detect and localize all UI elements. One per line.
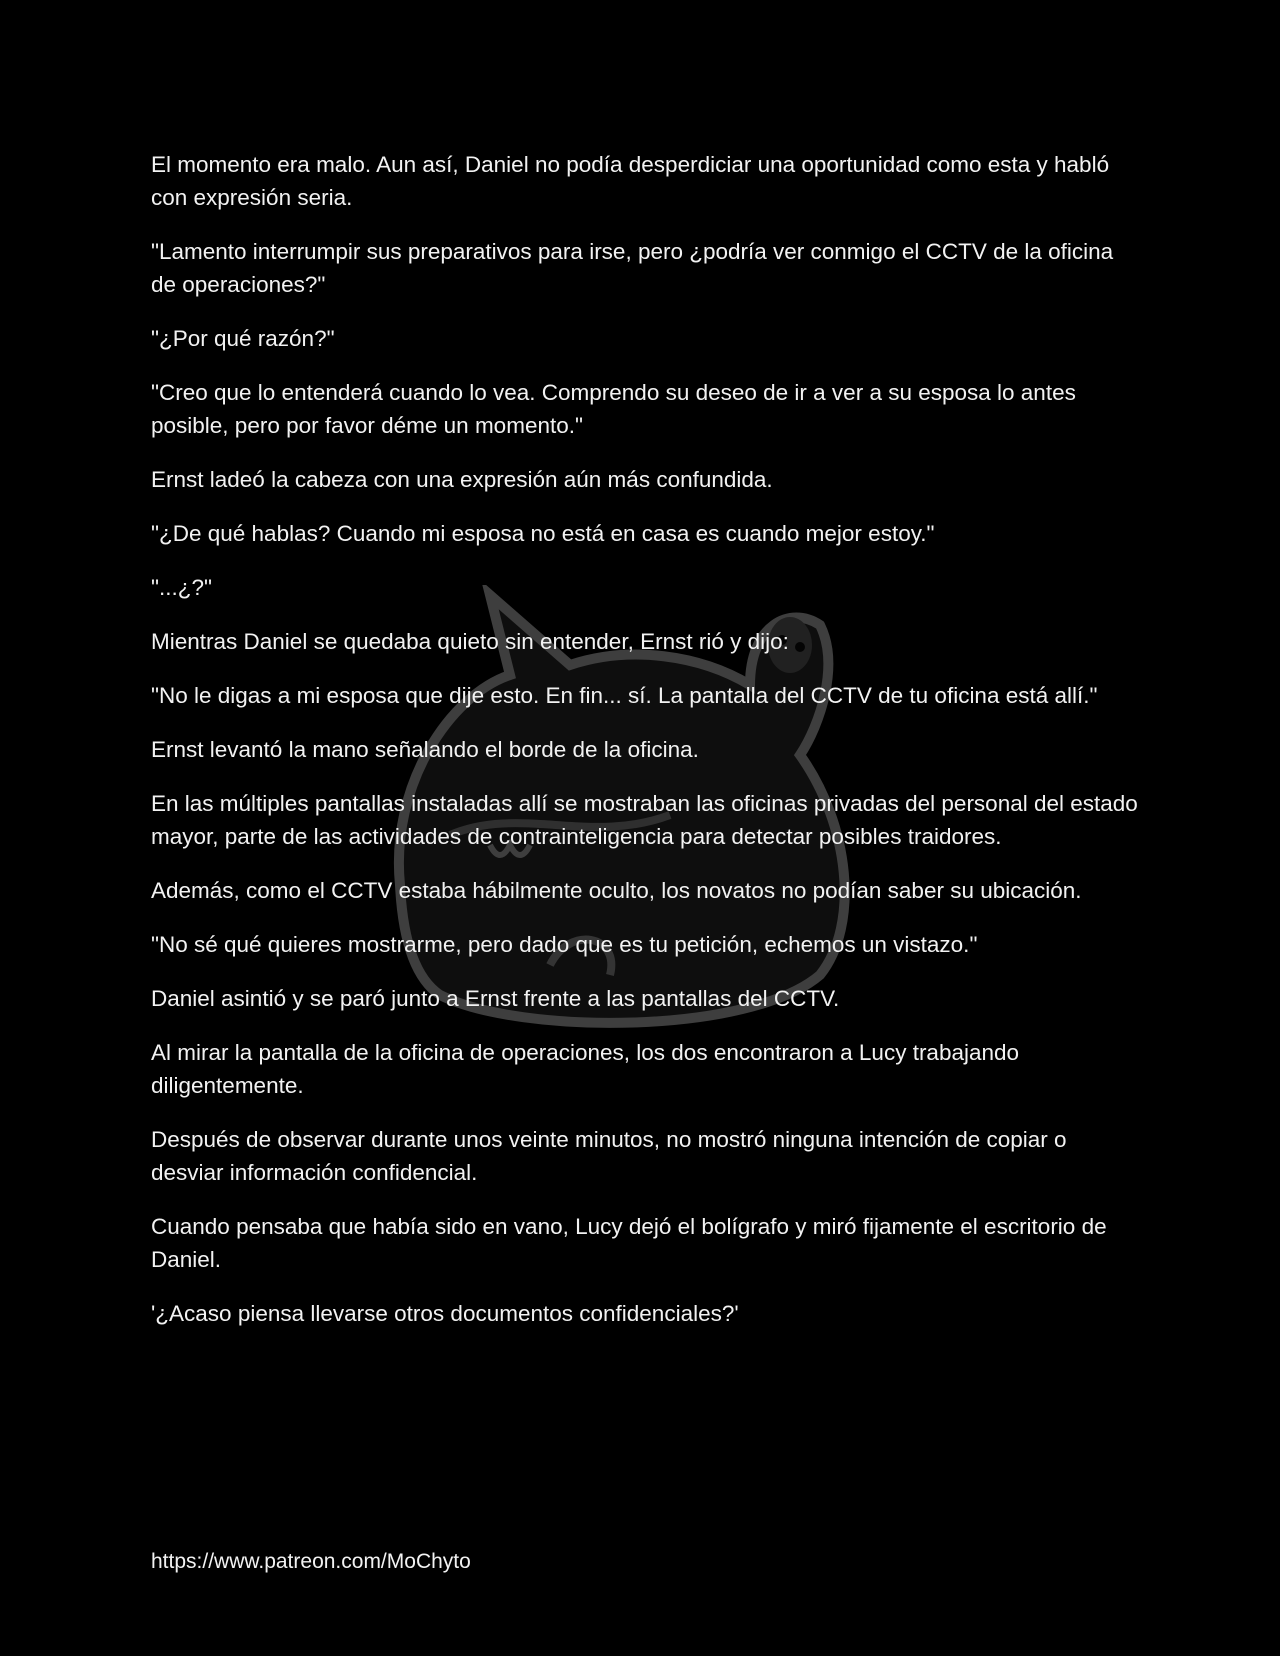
paragraph: Al mirar la pantalla de la oficina de operaciones, los dos encontraron a Lucy trabajando diligentemente. [151, 1040, 1020, 1098]
paragraph: "No sé qué quieres mostrarme, pero dado que es tu petición, echemos un vistazo." [151, 932, 978, 957]
paragraph: Ernst ladeó la cabeza con una expresión aún más confundida. [151, 467, 773, 492]
paragraph: Mientras Daniel se quedaba quieto sin entender, Ernst rió y dijo: [151, 629, 789, 654]
paragraph: Después de observar durante unos veinte minutos, no mostró ninguna intención de copiar o desviar información confidencial. [151, 1127, 1067, 1185]
paragraph: "¿Por qué razón?" [151, 326, 335, 351]
chapter-text [151, 148, 1141, 1351]
paragraph: "...¿?" [151, 575, 212, 600]
paragraph: Ernst levantó la mano señalando el borde de la oficina. [151, 737, 699, 762]
paragraph: El momento era malo. Aun así, Daniel no podía desperdiciar una oportunidad como esta y habló con expresión seria. [151, 152, 1110, 210]
paragraph: Cuando pensaba que había sido en vano, Lucy dejó el bolígrafo y miró fijamente el escritorio de Daniel. [151, 1214, 1107, 1272]
paragraph: "No le digas a mi esposa que dije esto. En fin... sí. La pantalla del CCTV de tu oficina está allí." [151, 683, 1098, 708]
paragraph: "Creo que lo entenderá cuando lo vea. Comprendo su deseo de ir a ver a su esposa lo antes posible, pero por favor déme un momento." [151, 380, 1076, 438]
paragraph: '¿Acaso piensa llevarse otros documentos confidenciales?' [151, 1301, 739, 1326]
paragraph: "¿De qué hablas? Cuando mi esposa no está en casa es cuando mejor estoy." [151, 521, 935, 546]
paragraph: Además, como el CCTV estaba hábilmente oculto, los novatos no podían saber su ubicación. [151, 878, 1082, 903]
paragraph: "Lamento interrumpir sus preparativos para irse, pero ¿podría ver conmigo el CCTV de la oficina de operaciones?" [151, 239, 1114, 297]
paragraph: En las múltiples pantallas instaladas allí se mostraban las oficinas privadas del personal del estado mayor, parte de las actividades de contrainteligencia para detectar posibles traidores. [151, 791, 1138, 849]
patreon-link[interactable]: https://www.patreon.com/MoChyto [151, 1550, 471, 1573]
paragraph: Daniel asintió y se paró junto a Ernst frente a las pantallas del CCTV. [151, 986, 840, 1011]
